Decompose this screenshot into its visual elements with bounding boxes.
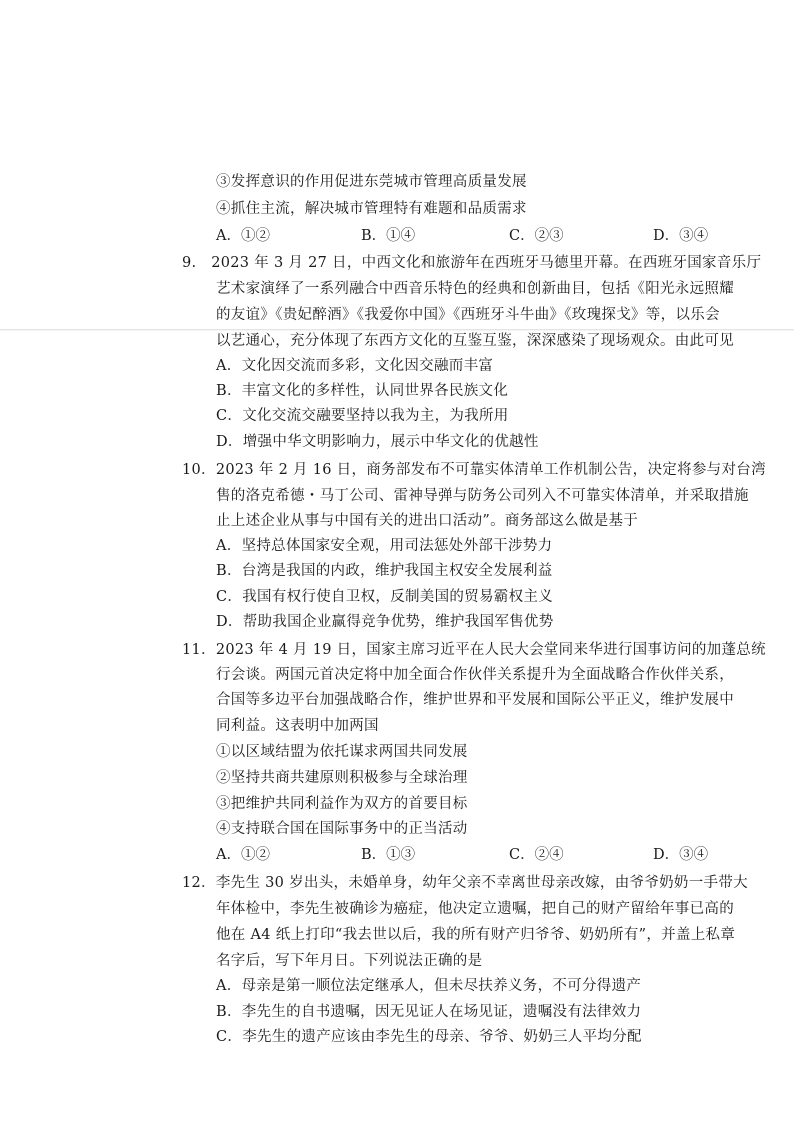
q11-statement-1: ①以区域结盟为依托谋求两国共同发展 <box>216 744 468 760</box>
q8-choice-d: D．③④ <box>653 228 709 244</box>
q11-choice-b: B．①③ <box>361 847 416 863</box>
q12-stem-line-2: 年体检中，李先生被确诊为癌症，他决定立遗嘱，把自己的财产留给年事已高的 <box>216 901 734 917</box>
q8-choice-b: B．①④ <box>361 228 416 244</box>
q10-stem-line-2: 售的洛克希德・马丁公司、雷神导弹与防务公司列入不可靠实体清单，并采取措施 <box>216 488 749 504</box>
q11-choice-d: D．③④ <box>653 847 709 863</box>
q12-option-c: C．李先生的遗产应该由李先生的母亲、爷爷、奶奶三人平均分配 <box>216 1029 642 1045</box>
q8-statement-4: ④抓住主流，解决城市管理特有难题和品质需求 <box>216 201 527 217</box>
q10-option-b: B．台湾是我国的内政，维护我国主权安全发展利益 <box>216 563 553 579</box>
q8-choice-c: C．②③ <box>509 228 564 244</box>
q11-stem-line-4: 同利益。这表明中加两国 <box>216 718 379 734</box>
q11-statement-3: ③把维护共同利益作为双方的首要目标 <box>216 796 468 812</box>
q12-stem-line-1: 12．李先生 30 岁出头，未婚单身，幼年父亲不幸离世母亲改嫁，由爷爷奶奶一手带大 <box>182 875 748 891</box>
q11-statement-2: ②坚持共商共建原则积极参与全球治理 <box>216 770 468 786</box>
q12-stem-line-4: 名字后，写下年月日。下列说法正确的是 <box>216 953 483 969</box>
q9-stem-line-2: 艺术家演绎了一系列融合中西音乐特色的经典和创新曲目，包括《阳光永远照耀 <box>216 281 734 297</box>
q11-stem-line-3: 合国等多边平台加强战略合作，维护世界和平发展和国际公平正义，维护发展中 <box>216 692 734 708</box>
q11-statement-4: ④支持联合国在国际事务中的正当活动 <box>216 821 468 837</box>
q12-option-a: A．母亲是第一顺位法定继承人，但未尽扶养义务，不可分得遗产 <box>216 978 642 994</box>
q9-stem-line-1: 9. 2023 年 3 月 27 日，中西文化和旅游年在西班牙马德里开幕。在西班牙国家音乐厅 <box>182 255 762 271</box>
q9-stem-line-4: 以艺通心，充分体现了东西方文化的互鉴互鉴，深深感染了现场观众。由此可见 <box>216 333 734 349</box>
q11-stem-line-2: 行会谈。两国元首决定将中加全面合作伙伴关系提升为全面战略合作伙伴关系， <box>216 667 734 683</box>
q11-choice-a: A．①② <box>216 847 270 863</box>
q11-choices <box>216 845 776 865</box>
q9-option-b: B．丰富文化的多样性，认同世界各民族文化 <box>216 383 509 399</box>
q10-stem-line-1: 10．2023 年 2 月 16 日，商务部发布不可靠实体清单工作机制公告，决定将参与对台湾 <box>182 462 766 478</box>
q8-choice-a: A．①② <box>216 228 270 244</box>
q8-choices <box>216 226 776 246</box>
q10-option-a: A．坚持总体国家安全观，用司法惩处外部干涉势力 <box>216 538 553 554</box>
q8-statement-3: ③发挥意识的作用促进东莞城市管理高质量发展 <box>216 174 527 190</box>
q10-option-d: D．帮助我国企业赢得竞争优势，维护我国军售优势 <box>216 614 554 630</box>
q9-stem-line-3: 的友谊》《贵妃醉酒》《我爱你中国》《西班牙斗牛曲》《玫瑰探戈》等，以乐会 <box>216 307 720 323</box>
q12-stem-line-3: 他在 A4 纸上打印“我去世以后，我的所有财产归爷爷、奶奶所有”，并盖上私章 <box>216 927 736 943</box>
q12-option-b: B．李先生的自书遗嘱，因无见证人在场见证，遗嘱没有法律效力 <box>216 1004 642 1020</box>
q9-option-a: A．文化因交流而多彩，文化因交融而丰富 <box>216 358 494 374</box>
q9-option-c: C．文化交流交融要坚持以我为主，为我所用 <box>216 408 509 424</box>
q11-stem-line-1: 11．2023 年 4 月 19 日，国家主席习近平在人民大会堂同来华进行国事访问的加蓬总统 <box>182 642 766 658</box>
q10-stem-line-3: 止上述企业从事与中国有关的进出口活动”。商务部这么做是基于 <box>216 513 639 529</box>
q11-choice-c: C．②④ <box>509 847 564 863</box>
q9-option-d: D．增强中华文明影响力，展示中华文化的优越性 <box>216 434 539 450</box>
q10-option-c: C．我国有权行使自卫权，反制美国的贸易霸权主义 <box>216 589 553 605</box>
